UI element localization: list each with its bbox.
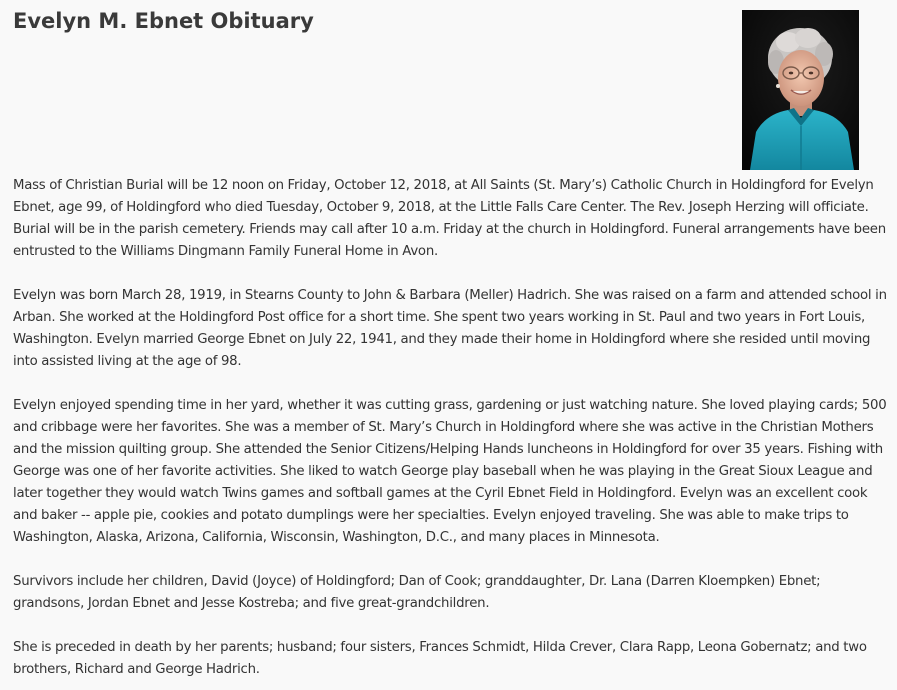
paragraph-biography: Evelyn was born March 28, 1919, in Stearns County to John & Barbara (Meller) Hadrich. She was raised on a farm and attended school in Arban. She worked at the Holdingford Post office for a short time. She spent two years working in St. Paul and two years in Fort Louis, Washington. Evelyn married George Ebnet on July 22, 1941, and they made their home in Holdingford where she resided until moving into assisted living at the age of 98. — [13, 288, 887, 369]
paragraph-survivors: Survivors include her children, David (Joyce) of Holdingford; Dan of Cook; granddaughter, Dr. Lana (Darren Kloempken) Ebnet; grandsons, Jordan Ebnet and Jesse Kostreba; and five great-grandchildren. — [13, 574, 821, 611]
obituary-body — [13, 175, 888, 690]
paragraph-preceded: She is preceded in death by her parents; husband; four sisters, Frances Schmidt, Hilda Crever, Clara Rapp, Leona Gobernatz; and two brothers, Richard and George Hadrich. — [13, 640, 867, 677]
page-title: Evelyn M. Ebnet Obituary — [13, 9, 314, 33]
paragraph-service: Mass of Christian Burial will be 12 noon on Friday, October 12, 2018, at All Saints (St. Mary’s) Catholic Church in Holdingford for Evelyn Ebnet, age 99, of Holdingford who died Tuesday, October 9, 2018, at the Little Falls Care Center. The Rev. Joseph Herzing will officiate. Burial will be in the parish cemetery. Friends may call after 10 a.m. Friday at the church in Holdingford. Funeral arrangements have been entrusted to the Williams Dingmann Family Funeral Home in Avon. — [13, 178, 886, 259]
paragraph-interests: Evelyn enjoyed spending time in her yard, whether it was cutting grass, gardening or just watching nature. She loved playing cards; 500 and cribbage were her favorites. She was a member of St. Mary’s Church in Holdingford where she was active in the Christian Mothers and the mission quilting group. She attended the Senior Citizens/Helping Hands luncheons in Holdingford for over 35 years. Fishing with George was one of her favorite activities. She liked to watch George play baseball when he was playing in the Great Sioux League and later together they would watch Twins games and softball games at the Cyril Ebnet Field in Holdingford. Evelyn was an excellent cook and baker -- apple pie, cookies and potato dumplings were her specialties. Evelyn enjoyed traveling. She was able to make trips to Washington, Alaska, Arizona, California, Wisconsin, Washington, D.C., and many places in Minnesota. — [13, 398, 887, 545]
portrait-photo-icon — [742, 10, 859, 170]
portrait-photo — [742, 10, 859, 170]
